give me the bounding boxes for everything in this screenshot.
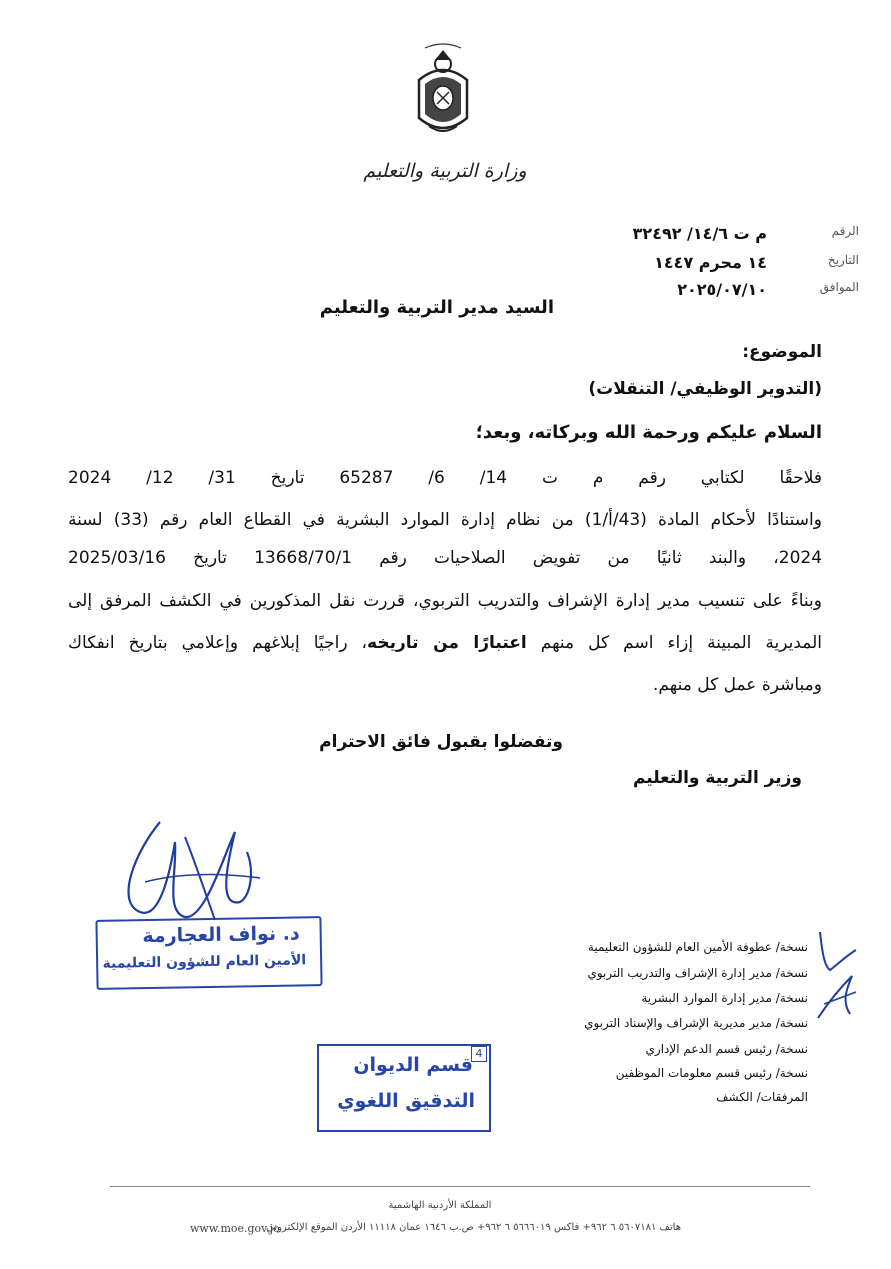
ref-corresponding-value: ٢٠٢٥/٠٧/١٠: [677, 280, 767, 299]
subject-label: الموضوع:: [742, 342, 822, 362]
copy-line: نسخة/ رئيس قسم معلومات الموظفين: [615, 1066, 808, 1080]
signatory-stamp: [95, 916, 322, 990]
greeting: السلام عليكم ورحمة الله وبركاته، وبعد؛: [475, 422, 822, 443]
ref-number-value: م ت ١٤/٦/ ٣٢٤٩٢: [632, 224, 767, 243]
body-line-5: [68, 633, 822, 653]
footer-kingdom: المملكة الأردنية الهاشمية: [388, 1200, 492, 1211]
copy-line: نسخة/ مدير إدارة الإشراف والتدريب التربوي: [587, 966, 808, 980]
body-line-6: ومباشرة عمل كل منهم.: [653, 675, 822, 695]
body-line-5-bold: اعتبارًا من تاريخه: [367, 633, 527, 653]
copy-line: نسخة/ رئيس قسم الدعم الإداري: [645, 1042, 808, 1056]
body-line-3: 2024، والبند ثانيًا من تفويض الصلاحيات رقم 13668/70/1 تاريخ 2025/03/16: [68, 548, 823, 568]
copy-line: نسخة/ مدير إدارة الموارد البشرية: [641, 991, 808, 1005]
ref-date-row: [619, 253, 859, 275]
handwritten-signature: [115, 812, 265, 932]
ref-date-value: ١٤ محرم ١٤٤٧: [654, 253, 767, 272]
ref-number-label: الرقم: [831, 224, 859, 238]
copy-line: نسخة/ مدير مديرية الإشراف والإسناد التربوي: [584, 1016, 808, 1030]
stamp-title: الأمين العام للشؤون التعليمية: [102, 952, 307, 972]
jordan-coat-of-arms-emblem: [411, 40, 475, 145]
ref-corresponding-label: الموافق: [819, 280, 859, 294]
body-line-1: فلاحقًا لكتابي رقم م ت 14/ 6/ 65287 تاريخ 31/ 12/ 2024: [68, 468, 822, 488]
body-line-2: واستنادًا لأحكام المادة (43/أ/1) من نظام إدارة الموارد البشرية في القطاع العام رقم (33) لسنة: [68, 510, 822, 530]
stamp-line-2: التدقيق اللغوي: [337, 1090, 475, 1112]
handwritten-initials: [812, 930, 862, 1020]
footer-website-link[interactable]: www.moe.gov.jo: [190, 1222, 280, 1235]
ref-date-label: التاريخ: [827, 253, 859, 267]
body-line-4: وبناءً على تنسيب مدير إدارة الإشراف والتدريب التربوي، قررت نقل المذكورين في الكشف المرفق إلى: [68, 591, 822, 611]
body-line-5-part-a: المديرية المبينة إزاء اسم كل منهم: [540, 633, 822, 653]
recipient: السيد مدير التربية والتعليم: [319, 297, 554, 318]
closing: وتفضلوا بقبول فائق الاحترام: [319, 732, 563, 752]
body-line-5-part-b: ، راجيًا إبلاغهم وإعلامي بتاريخ انفكاك: [68, 633, 368, 653]
copy-line: نسخة/ عطوفة الأمين العام للشؤون التعليمية: [587, 940, 808, 954]
footer-divider: [110, 1186, 810, 1187]
stamp-number: 4: [471, 1046, 487, 1062]
footer-contact: هاتف ٥٦٠٧١٨١ ٦ ٩٦٢+ فاكس ٥٦٦٦٠١٩ ٦ ٩٦٢+ ص.ب ١٦٤٦ عمان ١١١١٨ الأردن الموقع الإلكتروني: [265, 1222, 681, 1233]
stamp-name: د. نواف العجارمة: [142, 922, 300, 948]
proofreading-stamp: [317, 1044, 491, 1132]
stamp-line-1: قسم الديوان: [353, 1054, 473, 1076]
ref-number-row: [619, 224, 859, 246]
ref-corresponding-row: [619, 280, 859, 302]
subject-text: (التدوير الوظيفي/ التنقلات): [588, 379, 822, 399]
ministry-name: وزارة التربية والتعليم: [363, 160, 527, 182]
attachments-line: المرفقات/ الكشف: [716, 1090, 808, 1104]
signatory-title: وزير التربية والتعليم: [632, 768, 802, 788]
